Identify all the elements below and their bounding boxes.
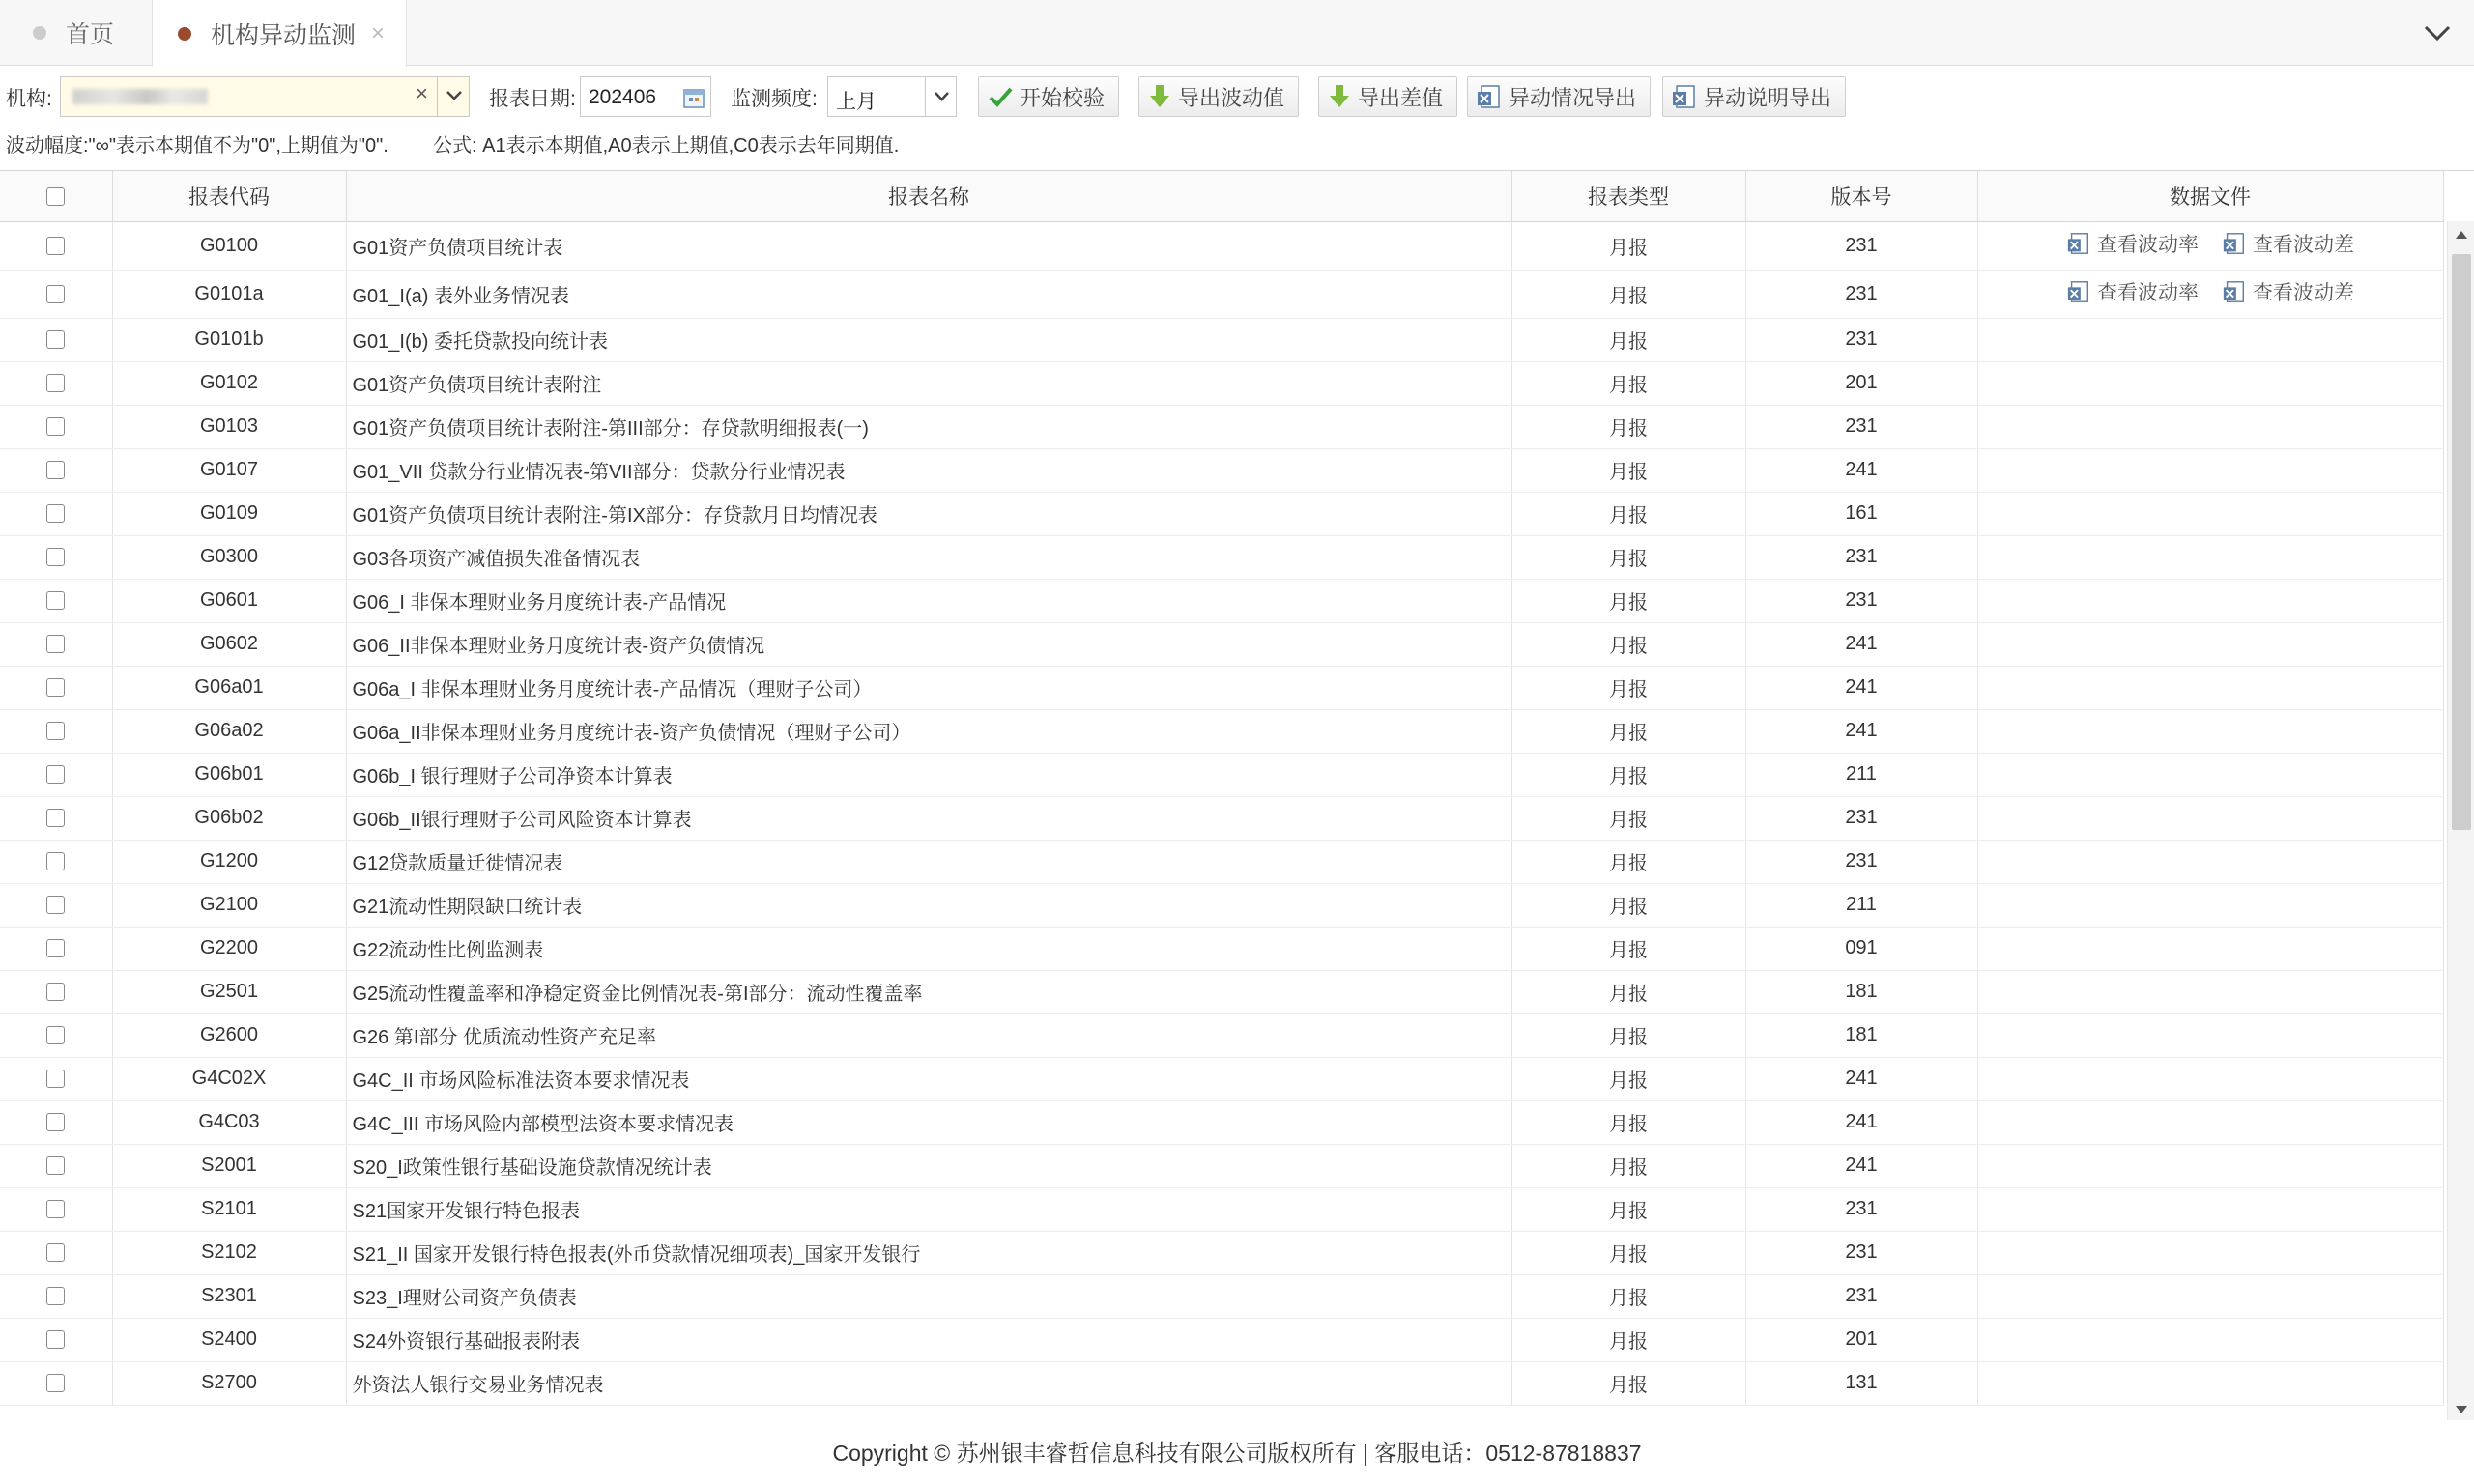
data-file-cell (1977, 492, 2443, 535)
row-checkbox[interactable] (46, 461, 65, 479)
row-checkbox[interactable] (46, 1374, 65, 1392)
excel-file-icon (2066, 231, 2097, 256)
excel-file-icon (2066, 279, 2097, 304)
data-file-cell (1977, 405, 2443, 448)
row-select-cell (0, 1318, 112, 1361)
data-file-cell (1977, 1187, 2443, 1231)
row-select-cell (0, 492, 112, 535)
data-file-cell (1977, 1231, 2443, 1274)
report-code-cell: G0101b (112, 318, 346, 361)
link-label: 查看波动差 (2253, 234, 2354, 256)
table-row[interactable] (0, 709, 2443, 753)
button-label: 开始校验 (1020, 85, 1106, 110)
org-value-redacted (72, 89, 208, 104)
vertical-scrollbar[interactable] (2447, 221, 2474, 1420)
tab-institution-monitoring[interactable] (152, 0, 407, 67)
data-file-cell (1977, 927, 2443, 970)
report-name-cell: G01_I(a) 表外业务情况表 (346, 270, 1511, 318)
row-select-cell (0, 622, 112, 666)
calendar-icon[interactable] (681, 85, 706, 110)
report-name-cell: G01_I(b) 委托贷款投向统计表 (346, 318, 1511, 361)
table-row[interactable] (0, 1274, 2443, 1318)
download-arrow-icon (1147, 83, 1172, 110)
version-cell: 131 (1745, 1361, 1977, 1405)
row-checkbox[interactable] (46, 1330, 65, 1349)
row-checkbox[interactable] (46, 852, 65, 870)
row-select-cell (0, 1013, 112, 1057)
row-select-cell (0, 709, 112, 753)
report-code-cell: G0601 (112, 579, 346, 622)
version-cell: 241 (1745, 1057, 1977, 1100)
report-type-cell: 月报 (1511, 1100, 1745, 1144)
report-code-cell: G0109 (112, 492, 346, 535)
report-name-cell: S23_I理财公司资产负债表 (346, 1274, 1511, 1318)
org-label: 机构: (6, 88, 52, 110)
report-type-cell: 月报 (1511, 1318, 1745, 1361)
report-name-cell: S24外资银行基础报表附表 (346, 1318, 1511, 1361)
column-header-code[interactable]: 报表代码 (112, 171, 346, 221)
data-file-cell (1977, 448, 2443, 492)
report-type-cell: 月报 (1511, 270, 1745, 318)
data-file-cell (1977, 1100, 2443, 1144)
row-checkbox[interactable] (46, 678, 65, 697)
row-select-cell (0, 579, 112, 622)
row-select-cell (0, 405, 112, 448)
report-type-cell: 月报 (1511, 579, 1745, 622)
version-cell: 231 (1745, 405, 1977, 448)
table-row[interactable] (0, 318, 2443, 361)
org-clear-icon[interactable]: × (416, 81, 428, 105)
report-type-cell: 月报 (1511, 1013, 1745, 1057)
report-name-cell: G22流动性比例监测表 (346, 927, 1511, 970)
report-type-cell: 月报 (1511, 1231, 1745, 1274)
data-file-cell (1977, 1361, 2443, 1405)
table-header-row (0, 171, 2443, 221)
toolbar (0, 73, 2474, 120)
data-file-cell (1977, 753, 2443, 796)
version-cell: 181 (1745, 970, 1977, 1013)
report-type-cell: 月报 (1511, 405, 1745, 448)
table-row[interactable] (0, 1057, 2443, 1100)
report-type-cell: 月报 (1511, 753, 1745, 796)
tab-home[interactable] (0, 0, 151, 66)
table-row[interactable] (0, 448, 2443, 492)
row-checkbox[interactable] (46, 722, 65, 740)
report-grid (0, 170, 2474, 1420)
column-header-type[interactable]: 报表类型 (1511, 171, 1745, 221)
report-name-cell: G26 第I部分 优质流动性资产充足率 (346, 1013, 1511, 1057)
excel-file-icon (1671, 83, 1698, 110)
monitor-frequency-label: 监测频度: (731, 88, 818, 110)
data-file-cell (1977, 622, 2443, 666)
row-checkbox[interactable] (46, 1113, 65, 1131)
row-checkbox[interactable] (46, 1156, 65, 1175)
report-code-cell: G0107 (112, 448, 346, 492)
data-file-cell (1977, 318, 2443, 361)
table-row[interactable] (0, 221, 2443, 270)
report-code-cell: G4C02X (112, 1057, 346, 1100)
scroll-down-arrow-icon[interactable] (2456, 1406, 2467, 1415)
version-cell: 201 (1745, 1318, 1977, 1361)
report-code-cell: G0101a (112, 270, 346, 318)
data-file-cell (1977, 970, 2443, 1013)
excel-file-icon (2222, 279, 2253, 304)
row-select-cell (0, 270, 112, 318)
report-code-cell: G2100 (112, 883, 346, 927)
version-cell: 231 (1745, 1231, 1977, 1274)
report-type-cell: 月报 (1511, 622, 1745, 666)
report-name-cell: G21流动性期限缺口统计表 (346, 883, 1511, 927)
row-select-cell (0, 361, 112, 405)
data-file-cell (1977, 1274, 2443, 1318)
report-code-cell: G1200 (112, 840, 346, 883)
report-type-cell: 月报 (1511, 1187, 1745, 1231)
column-header-version[interactable]: 版本号 (1745, 171, 1977, 221)
row-select-cell (0, 1057, 112, 1100)
report-name-cell: 外资法人银行交易业务情况表 (346, 1361, 1511, 1405)
report-type-cell: 月报 (1511, 970, 1745, 1013)
report-type-cell: 月报 (1511, 318, 1745, 361)
row-select-cell (0, 840, 112, 883)
scroll-up-arrow-icon[interactable] (2456, 229, 2467, 239)
report-name-cell: G25流动性覆盖率和净稳定资金比例情况表-第I部分：流动性覆盖率 (346, 970, 1511, 1013)
checkmark-icon (987, 83, 1014, 110)
row-checkbox[interactable] (46, 809, 65, 827)
row-checkbox[interactable] (46, 285, 65, 303)
version-cell: 241 (1745, 622, 1977, 666)
button-label: 导出差值 (1358, 85, 1444, 110)
row-select-cell (0, 221, 112, 270)
version-cell: 231 (1745, 840, 1977, 883)
data-file-cell (1977, 1013, 2443, 1057)
frequency-chevron-down-icon[interactable] (925, 77, 957, 116)
tab-label: 首页 (66, 21, 115, 48)
data-file-cell (1977, 270, 2443, 318)
report-name-cell: G01资产负债项目统计表 (346, 221, 1511, 270)
row-checkbox[interactable] (46, 765, 65, 784)
report-type-cell: 月报 (1511, 361, 1745, 405)
row-select-cell (0, 1100, 112, 1144)
report-type-cell: 月报 (1511, 709, 1745, 753)
report-code-cell: S2102 (112, 1231, 346, 1274)
report-date-value: 202406 (589, 86, 657, 108)
report-name-cell: G06_II非保本理财业务月度统计表-资产负债情况 (346, 622, 1511, 666)
version-cell: 231 (1745, 1187, 1977, 1231)
report-type-cell: 月报 (1511, 221, 1745, 270)
tab-close-icon[interactable]: × (371, 19, 386, 46)
data-file-cell (1977, 1318, 2443, 1361)
row-select-cell (0, 796, 112, 840)
report-code-cell: G2200 (112, 927, 346, 970)
org-select-input[interactable] (60, 76, 470, 117)
version-cell: 241 (1745, 666, 1977, 709)
report-name-cell: G06b_II银行理财子公司风险资本计算表 (346, 796, 1511, 840)
report-code-cell: G4C03 (112, 1100, 346, 1144)
data-file-cell (1977, 221, 2443, 270)
table-row[interactable] (0, 1361, 2443, 1405)
report-type-cell: 月报 (1511, 840, 1745, 883)
report-name-cell: S21_II 国家开发银行特色报表(外币贷款情况细项表)_国家开发银行 (346, 1231, 1511, 1274)
button-label: 异动情况导出 (1509, 85, 1637, 110)
row-checkbox[interactable] (46, 635, 65, 653)
table-row[interactable] (0, 535, 2443, 579)
table-row[interactable] (0, 753, 2443, 796)
table-row[interactable] (0, 1144, 2443, 1187)
version-cell: 231 (1745, 579, 1977, 622)
view-fluctuation-diff-link[interactable] (2222, 277, 2354, 306)
row-checkbox[interactable] (46, 983, 65, 1001)
report-code-cell: G2501 (112, 970, 346, 1013)
row-checkbox[interactable] (46, 896, 65, 914)
link-label: 查看波动率 (2097, 234, 2199, 256)
select-all-header (0, 171, 112, 221)
table-row[interactable] (0, 1318, 2443, 1361)
tab-bar (0, 0, 2474, 66)
version-cell: 231 (1745, 221, 1977, 270)
report-name-cell: G01资产负债项目统计表附注-第III部分：存贷款明细报表(一) (346, 405, 1511, 448)
row-checkbox[interactable] (46, 939, 65, 957)
tab-label: 机构异动监测 (211, 21, 357, 49)
download-arrow-icon (1327, 83, 1352, 110)
report-code-cell: G0102 (112, 361, 346, 405)
row-checkbox[interactable] (46, 330, 65, 349)
report-type-cell: 月报 (1511, 492, 1745, 535)
export-abnormal-button[interactable] (1467, 76, 1651, 117)
link-label: 查看波动率 (2097, 282, 2199, 304)
row-select-cell (0, 1187, 112, 1231)
row-select-cell (0, 448, 112, 492)
version-cell: 231 (1745, 1274, 1977, 1318)
report-code-cell: S2001 (112, 1144, 346, 1187)
version-cell: 231 (1745, 796, 1977, 840)
version-cell: 201 (1745, 361, 1977, 405)
export-difference-button[interactable] (1318, 76, 1457, 117)
scrollbar-thumb[interactable] (2452, 254, 2471, 830)
footer-copyright: Copyright © 苏州银丰睿哲信息科技有限公司版权所有 | 客服电话：0512-87818837 (0, 1420, 2474, 1484)
table-row[interactable] (0, 1231, 2443, 1274)
report-type-cell: 月报 (1511, 1144, 1745, 1187)
export-description-button[interactable] (1662, 76, 1846, 117)
row-select-cell (0, 1144, 112, 1187)
start-check-button[interactable] (978, 76, 1119, 117)
report-type-cell: 月报 (1511, 448, 1745, 492)
table-row[interactable] (0, 970, 2443, 1013)
report-name-cell: G01_VII 贷款分行业情况表-第VII部分：贷款分行业情况表 (346, 448, 1511, 492)
version-cell: 231 (1745, 535, 1977, 579)
data-file-cell (1977, 1057, 2443, 1100)
table-row[interactable] (0, 492, 2443, 535)
row-select-cell (0, 666, 112, 709)
table-row[interactable] (0, 622, 2443, 666)
report-code-cell: S2101 (112, 1187, 346, 1231)
org-dropdown-chevron-down-icon[interactable] (437, 76, 470, 117)
report-name-cell: G4C_III 市场风险内部模型法资本要求情况表 (346, 1100, 1511, 1144)
report-name-cell: G06a_II非保本理财业务月度统计表-资产负债情况（理财子公司） (346, 709, 1511, 753)
formula-note: 公式: A1表示本期值,A0表示上期值,C0表示去年同期值. (433, 135, 900, 157)
report-type-cell: 月报 (1511, 1274, 1745, 1318)
row-select-cell (0, 970, 112, 1013)
report-name-cell: S21国家开发银行特色报表 (346, 1187, 1511, 1231)
report-type-cell: 月报 (1511, 1057, 1745, 1100)
report-name-cell: G01资产负债项目统计表附注 (346, 361, 1511, 405)
report-code-cell: G06a02 (112, 709, 346, 753)
report-date-input[interactable] (580, 76, 711, 117)
row-select-cell (0, 753, 112, 796)
version-cell: 231 (1745, 318, 1977, 361)
data-file-cell (1977, 535, 2443, 579)
monitor-frequency-select[interactable] (827, 76, 957, 117)
data-file-cell (1977, 579, 2443, 622)
row-checkbox[interactable] (46, 237, 65, 255)
report-name-cell: S20_I政策性银行基础设施贷款情况统计表 (346, 1144, 1511, 1187)
table-row[interactable] (0, 840, 2443, 883)
version-cell: 091 (1745, 927, 1977, 970)
export-fluctuation-button[interactable] (1138, 76, 1299, 117)
report-code-cell: G0100 (112, 221, 346, 270)
report-code-cell: G0602 (112, 622, 346, 666)
row-checkbox[interactable] (46, 1200, 65, 1218)
report-code-cell: S2400 (112, 1318, 346, 1361)
row-select-cell (0, 883, 112, 927)
report-name-cell: G12贷款质量迁徙情况表 (346, 840, 1511, 883)
report-code-cell: G0103 (112, 405, 346, 448)
report-code-cell: G2600 (112, 1013, 346, 1057)
excel-file-icon (2222, 231, 2253, 256)
report-type-cell: 月报 (1511, 666, 1745, 709)
table-row[interactable] (0, 796, 2443, 840)
row-checkbox[interactable] (46, 1287, 65, 1305)
version-cell: 241 (1745, 1100, 1977, 1144)
report-type-cell: 月报 (1511, 1361, 1745, 1405)
report-code-cell: S2700 (112, 1361, 346, 1405)
version-cell: 181 (1745, 1013, 1977, 1057)
select-all-checkbox[interactable] (46, 187, 65, 206)
report-type-cell: 月报 (1511, 796, 1745, 840)
data-file-cell (1977, 361, 2443, 405)
table-row[interactable] (0, 883, 2443, 927)
view-fluctuation-rate-link[interactable] (2066, 229, 2199, 258)
table-row[interactable] (0, 579, 2443, 622)
button-label: 异动说明导出 (1704, 85, 1832, 110)
row-select-cell (0, 318, 112, 361)
data-file-cell (1977, 1144, 2443, 1187)
report-type-cell: 月报 (1511, 883, 1745, 927)
monitor-frequency-value: 上月 (836, 91, 877, 113)
table-row[interactable] (0, 361, 2443, 405)
report-name-cell: G01资产负债项目统计表附注-第IX部分：存贷款月日均情况表 (346, 492, 1511, 535)
version-cell: 231 (1745, 270, 1977, 318)
tab-status-dot (178, 27, 191, 41)
row-checkbox[interactable] (46, 374, 65, 392)
version-cell: 241 (1745, 1144, 1977, 1187)
row-select-cell (0, 927, 112, 970)
table-row[interactable] (0, 1013, 2443, 1057)
row-checkbox[interactable] (46, 504, 65, 523)
tab-status-dot (33, 26, 46, 40)
table-row[interactable] (0, 405, 2443, 448)
table-row[interactable] (0, 270, 2443, 318)
report-code-cell: G0300 (112, 535, 346, 579)
data-file-cell (1977, 796, 2443, 840)
amplitude-note: 波动幅度:"∞"表示本期值不为"0",上期值为"0". (6, 135, 388, 157)
view-fluctuation-rate-link[interactable] (2066, 277, 2199, 306)
data-file-cell (1977, 883, 2443, 927)
report-name-cell: G4C_II 市场风险标准法资本要求情况表 (346, 1057, 1511, 1100)
table-body (0, 221, 2443, 1405)
table-row[interactable] (0, 927, 2443, 970)
report-code-cell: G06b01 (112, 753, 346, 796)
row-checkbox[interactable] (46, 548, 65, 566)
row-checkbox[interactable] (46, 1026, 65, 1044)
row-checkbox[interactable] (46, 417, 65, 436)
row-checkbox[interactable] (46, 1243, 65, 1262)
version-cell: 241 (1745, 448, 1977, 492)
table-row[interactable] (0, 666, 2443, 709)
column-header-name[interactable]: 报表名称 (346, 171, 1511, 221)
report-code-cell: G06b02 (112, 796, 346, 840)
row-select-cell (0, 1274, 112, 1318)
data-file-cell (1977, 709, 2443, 753)
report-type-cell: 月报 (1511, 927, 1745, 970)
row-select-cell (0, 1361, 112, 1405)
version-cell: 161 (1745, 492, 1977, 535)
button-label: 导出波动值 (1178, 85, 1285, 110)
data-file-cell (1977, 666, 2443, 709)
version-cell: 211 (1745, 753, 1977, 796)
report-name-cell: G06b_I 银行理财子公司净资本计算表 (346, 753, 1511, 796)
view-fluctuation-diff-link[interactable] (2222, 229, 2354, 258)
tab-menu-chevron-down-icon[interactable] (2418, 14, 2457, 52)
version-cell: 241 (1745, 709, 1977, 753)
excel-file-icon (1476, 83, 1503, 110)
report-name-cell: G06_I 非保本理财业务月度统计表-产品情况 (346, 579, 1511, 622)
link-label: 查看波动差 (2253, 282, 2354, 304)
report-name-cell: G06a_I 非保本理财业务月度统计表-产品情况（理财子公司） (346, 666, 1511, 709)
report-code-cell: G06a01 (112, 666, 346, 709)
report-type-cell: 月报 (1511, 535, 1745, 579)
report-name-cell: G03各项资产减值损失准备情况表 (346, 535, 1511, 579)
table-row[interactable] (0, 1187, 2443, 1231)
version-cell: 211 (1745, 883, 1977, 927)
row-checkbox[interactable] (46, 591, 65, 610)
row-select-cell (0, 535, 112, 579)
data-file-cell (1977, 840, 2443, 883)
table-row[interactable] (0, 1100, 2443, 1144)
report-code-cell: S2301 (112, 1274, 346, 1318)
row-checkbox[interactable] (46, 1070, 65, 1088)
column-header-data-file[interactable]: 数据文件 (1977, 171, 2443, 221)
report-date-label: 报表日期: (489, 88, 576, 110)
row-select-cell (0, 1231, 112, 1274)
report-table (0, 171, 2444, 1406)
